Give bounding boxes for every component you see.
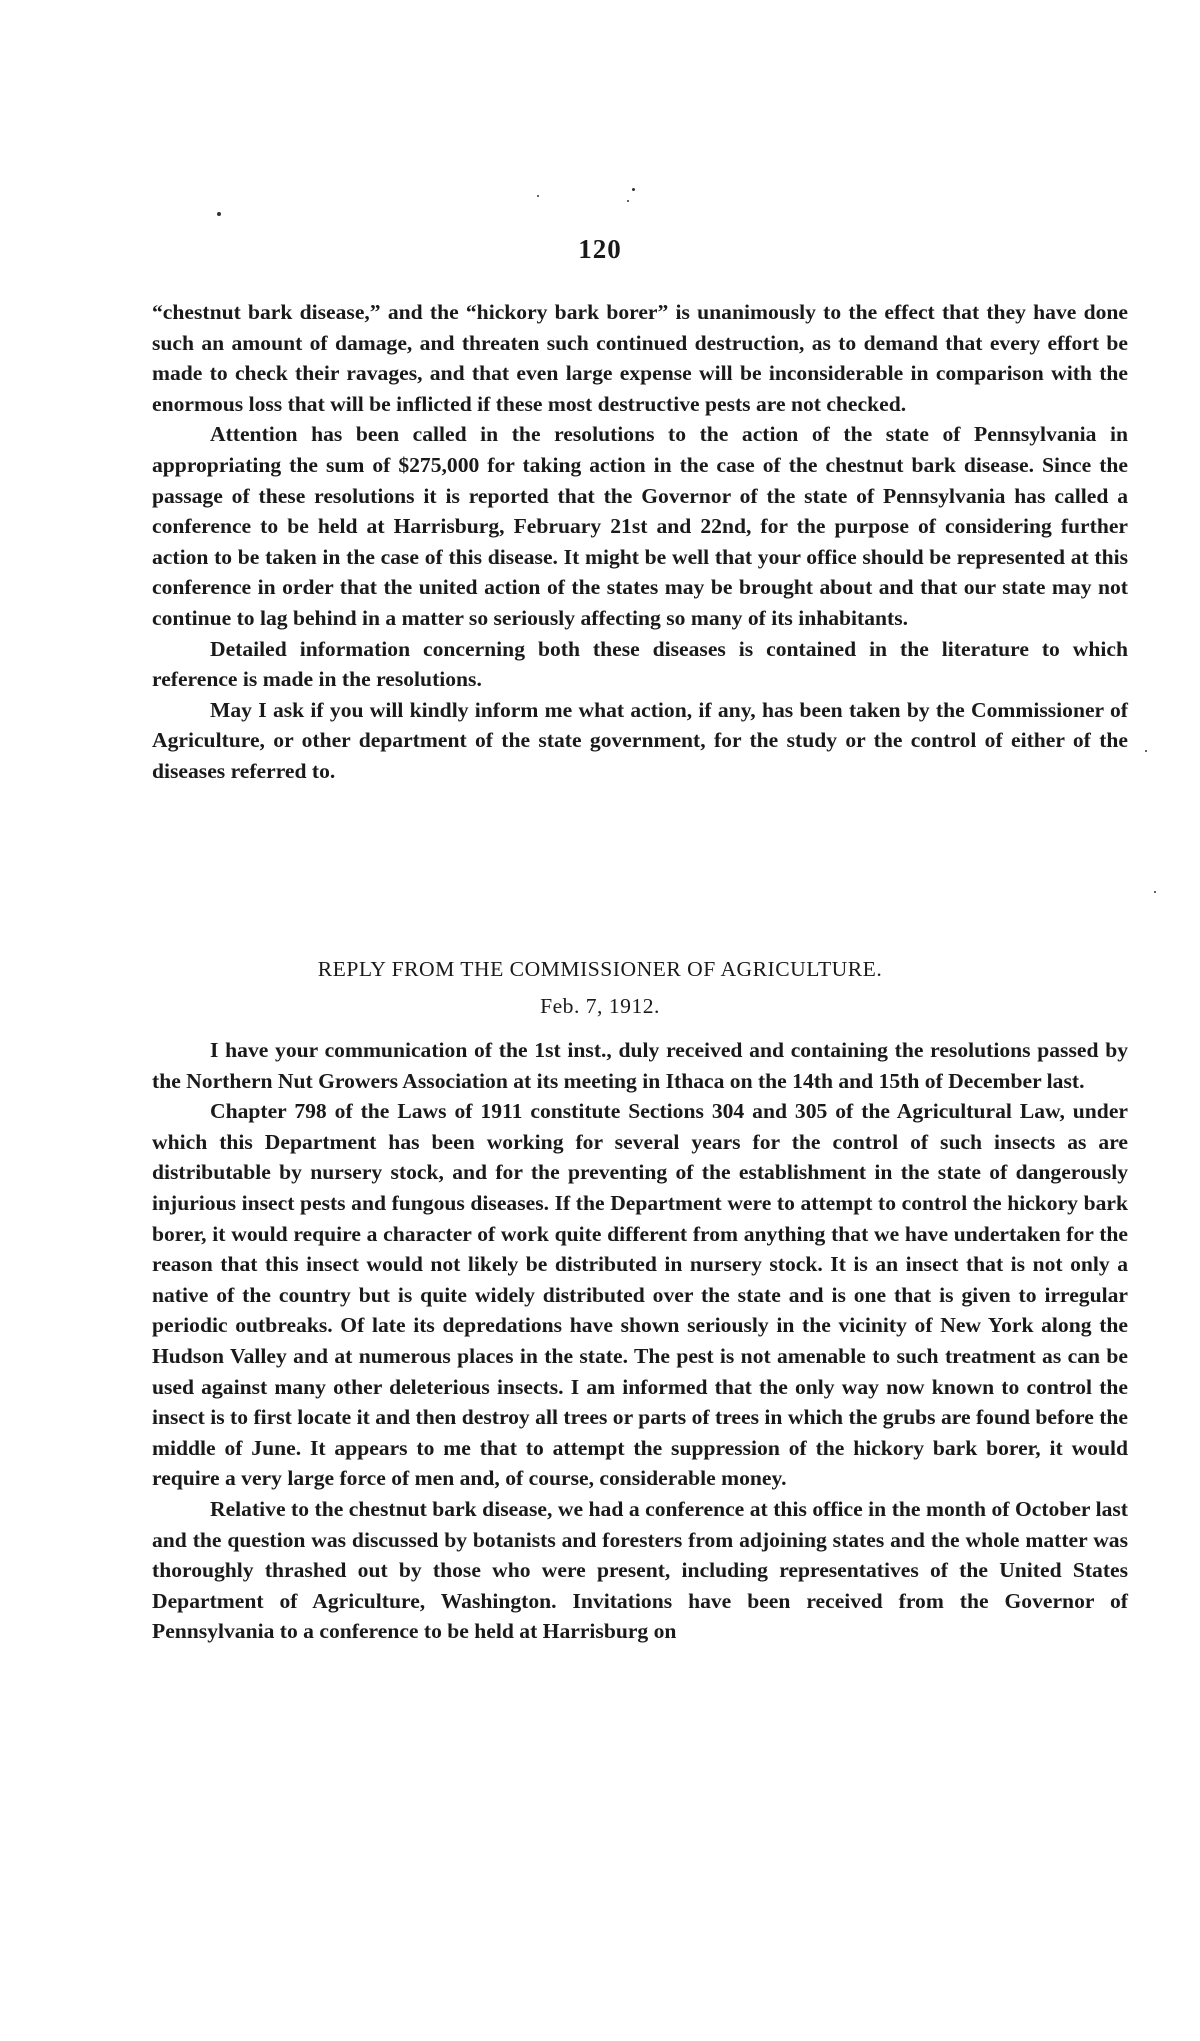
page-number: 120 [578,234,622,264]
paragraph: Attention has been called in the resolutions to the action of the state of Pennsylvania in appropriating the sum of $275,000 for taking action in the case of the chestnut bark disease. Since the passage of these resolutions it is reported that the Governor of the state of Pennsylvania has called a conference to be held at Harrisburg, February 21st and 22nd, for the purpose of considering further action to be taken in the case of this disease. It might be well that your office should be represented at this conference in order that the united action of the states may be brought about and that our state may not continue to lag behind in a matter so seriously affecting so many of its inhabitants. [152,422,1128,630]
scan-speck [1145,750,1147,752]
reply-body [152,1035,1128,1647]
scan-speck [627,200,629,202]
scan-speck [632,188,635,191]
paragraph: May I ask if you will kindly inform me what action, if any, has been taken by the Commissioner of Agriculture, or other department of the state government, for the study or the control of either of the diseases referred to. [152,697,1128,783]
reply-date: Feb. 7, 1912. [540,994,660,1018]
paragraph: Detailed information concerning both these diseases is contained in the literature to which reference is made in the resolutions. [152,636,1128,692]
paragraph: “chestnut bark disease,” and the “hickory bark borer” is unanimously to the effect that they have done such an amount of damage, and threaten such continued destruction, as to demand that every effort be made to check their ravages, and that even large expense will be inconsiderable in comparison with the enormous loss that will be inflicted if these most destructive pests are not checked. [152,300,1128,416]
reply-heading: REPLY FROM THE COMMISSIONER OF AGRICULTURE. [317,957,883,981]
paragraph: Chapter 798 of the Laws of 1911 constitute Sections 304 and 305 of the Agricultural Law, under which this Department has been working for several years for the control of such insects as are distributable by nursery stock, and for the preventing of the establishment in the state of dangerously injurious insect pests and fungous diseases. If the Department were to attempt to control the hickory bark borer, it would require a character of work quite different from anything that we have undertaken for the reason that this insect would not likely be distributed in nursery stock. It is an insect that is not only a native of the country but is quite widely distributed over the state and is one that is given to irregular periodic outbreaks. Of late its depredations have shown seriously in the vicinity of New York along the Hudson Valley and at numerous places in the state. The pest is not amenable to such treatment as can be used against many other deleterious insects. I am informed that the only way now known to control the insect is to first locate it and then destroy all trees or parts of trees in which the grubs are found before the middle of June. It appears to me that to attempt the suppression of the hickory bark borer, it would require a very large force of men and, of course, considerable money. [152,1099,1128,1491]
scan-speck [217,212,221,216]
scan-speck [537,195,539,197]
paragraph: I have your communication of the 1st inst., duly received and containing the resolutions passed by the Northern Nut Growers Association at its meeting in Ithaca on the 14th and 15th of December last. [152,1038,1128,1093]
letter-continuation [152,297,1128,787]
scan-speck [1154,891,1156,893]
paragraph: Relative to the chestnut bark disease, we had a conference at this office in the month of October last and the question was discussed by botanists and foresters from adjoining states and the whole matter was thoroughly thrashed out by those who were present, including representatives of the United States Department of Agriculture, Washington. Invitations have been received from the Governor of Pennsylvania to a conference to be held at Harrisburg on [152,1496,1128,1644]
